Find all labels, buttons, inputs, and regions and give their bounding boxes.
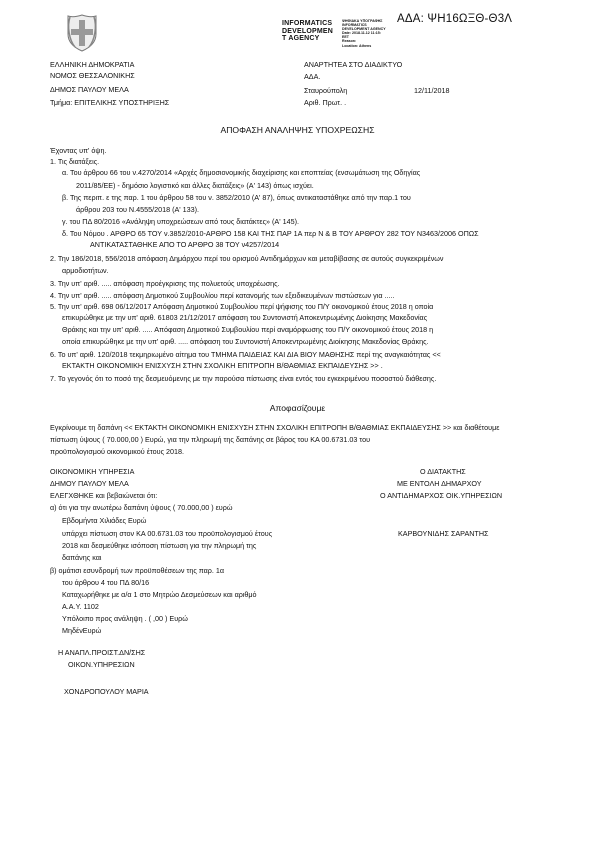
signature-detail: Date: 2018.11.12 11:15: — [342, 31, 381, 36]
digital-signature-details — [342, 19, 386, 48]
remaining-in-words: ΜηδένΕυρώ — [62, 626, 102, 635]
verification-line: Καταχωρήθηκε με α/α 1 στο Μητρώο Δεσμεύσεων και αριθμό — [62, 590, 257, 599]
consideration-2: 2. Την 186/2018, 556/2018 απόφαση Δημάρχου περί του ορισμού Αντιδημάρχων και μεταβίβασης σε αυτούς συγκεκριμένων — [50, 254, 444, 263]
decision-para-line: Εγκρίνουμε τη δαπάνη << ΕΚΤΑΚΤΗ ΟΙΚΟΝΟΜΙΚΗ ΕΝΙΣΧΥΣΗ ΣΤΗΝ ΣΧΟΛΙΚΗ ΕΠΙΤΡΟΠΗ Β/ΘΑΘΜΙΑΣ ΕΚΠΑΙΔΕΥΣΗΣ >> και διαθέτουμε — [50, 423, 500, 432]
consideration-1b-cont: άρθρου 203 του Ν.4555/2018 (Α' 133). — [76, 205, 200, 214]
consideration-1a-cont: 2011/85/ΕΕ) - δημόσιο λογιστικό και άλλες διατάξεις» (Α' 143) όπως ισχύει. — [76, 181, 314, 190]
agency-signature-stamp — [282, 20, 333, 43]
verification-line: του άρθρου 4 του ΠΔ 80/16 — [62, 578, 150, 587]
consideration-5: 5. Την υπ' αριθ. 698 06/12/2017 Απόφαση Δημοτικού Συμβουλίου περί ψήφισης του Π/Υ οικονομικού έτους 2018 η οποία — [50, 302, 434, 311]
post-online-label: ΑΝΑΡΤΗΤΕΑ ΣΤΟ ΔΙΑΔΙΚΤΥΟ — [304, 60, 403, 69]
signature-detail: INFORMATICS — [342, 23, 367, 28]
consideration-7: 7. Το γεγονός ότι το ποσό της δεσμευόμενης με την παρούσα πίστωσης είναι εντός του εγκεκριμένου ποσοστού διάθεσης. — [50, 374, 437, 383]
consideration-5-cont: Θράκης και την υπ' αριθ. ..... Απόφαση Δημοτικού Συμβουλίου περί αναμόρφωσης του Π/Υ οικονομικού έτους 2018 η — [62, 325, 434, 334]
signature-detail: Reason: — [342, 39, 357, 44]
consideration-1d: δ. Του Νόμου . ΑΡΘΡΟ 65 ΤΟΥ ν.3852/2010-ΑΡΘΡΟ 158 ΚΑΙ ΤΗΣ ΠΑΡ 1Α περ Ν & Β ΤΟΥ ΑΡΘΡΟΥ 282 ΤΟΥ Ν3463/2006 ΟΠΩΣ — [62, 229, 479, 238]
consideration-1b: β. Της περιπ. ε της παρ. 1 του άρθρου 58 του ν. 3852/2010 (Α' 87), όπως αντικαταστάθηκε από την παρ.1 του — [62, 193, 411, 202]
consideration-1a: α. Του άρθρου 66 του ν.4270/2014 «Αρχές δημοσιονομικής διαχείρισης και εποπτείας (ενσωμάτωση της Οδηγίας — [62, 168, 421, 177]
agency-name-line: DEVELOPMEN — [282, 27, 334, 35]
header-country: ΕΛΛΗΝΙΚΗ ΔΗΜΟΚΡΑΤΙΑ — [50, 60, 135, 69]
verification-a: α) ότι για την ανωτέρω δαπάνη ύψους ( 70.000,00 ) ευρώ — [50, 503, 233, 512]
signature-detail: ΨΗΦΙΑΚΑ ΥΠΟΓΡΑΦΗΣ — [342, 19, 383, 23]
consideration-2-cont: αρμοδιοτήτων. — [62, 266, 109, 275]
agency-name-line: INFORMATICS — [282, 20, 333, 27]
ada-label: ΑΔΑ. — [304, 72, 321, 81]
consideration-1c: γ. του ΠΔ 80/2016 «Ανάληψη υποχρεώσεων από τους διατάκτες» (Α' 145). — [62, 217, 299, 226]
consideration-6-cont: ΕΚΤΑΚΤΗ ΟΙΚΟΝΟΜΙΚΗ ΕΝΙΣΧΥΣΗ ΣΤΗΝ ΣΧΟΛΙΚΗ ΕΠΙΤΡΟΠΗ Β/ΘΑΘΜΙΑΣ ΕΚΠΑΙΔΕΥΣΗΣ >> . — [62, 361, 383, 370]
remaining-balance: Υπόλοιπο προς ανάληψη . ( ,00 ) Ευρώ — [62, 614, 188, 623]
consideration-5-cont: επικυρώθηκε με την υπ' αριθ. 61803 21/12/2017 απόφαση του Συντονιστή Αποκεντρωμένης Διοίκησης Μακεδονίας — [62, 313, 428, 322]
greek-emblem-logo — [66, 14, 98, 52]
header-department: Τμήμα: ΕΠΙΤΕΛΙΚΗΣ ΥΠΟΣΤΗΡΙΞΗΣ — [50, 98, 170, 107]
consideration-1: 1. Τις διατάξεις. — [50, 157, 100, 166]
deputy-head-name: ΧΟΝΔΡΟΠΟΥΛΟΥ ΜΑΡΙΑ — [64, 687, 149, 696]
deputy-head-service: ΟΙΚΟΝ.ΥΠΗΡΕΣΙΩΝ — [68, 660, 135, 669]
verification-b: β) ομάτισι εσυνδρομή των προϋποθέσεων της παρ. 1α — [50, 566, 225, 575]
verification-line: 2018 και δεσμεύθηκε ισόποση πίστωση για την πληρωμή της — [62, 541, 257, 550]
signature-detail: EET — [342, 35, 349, 40]
intro-line: Έχοντας υπ' όψη. — [50, 146, 107, 155]
finance-municipality-label: ΔΗΜΟΥ ΠΑΥΛΟΥ ΜΕΛΑ — [50, 479, 129, 488]
signature-detail: DEVELOPMENT AGENCY — [342, 27, 386, 32]
decision-para-line: προϋπολογισμού οικονομικού έτους 2018. — [50, 447, 185, 456]
verification-line: δαπάνης και — [62, 553, 102, 562]
ada-code: ΑΔΑ: ΨΗ16ΩΞΘ-Θ3Λ — [397, 13, 513, 25]
document-title: ΑΠΟΦΑΣΗ ΑΝΑΛΗΨΗΣ ΥΠΟΧΡΕΩΣΗΣ — [220, 125, 375, 135]
consideration-4: 4. Την υπ' αριθ. ..... απόφαση Δημοτικού Συμβουλίου περί κατανομής των εξειδικευμένων πιστώσεων για ..... — [50, 291, 395, 300]
consideration-1d-cont: ΑΝΤΙΚΑΤΑΣΤΑΘΗΚΕ ΑΠΟ ΤΟ ΑΡΘΡΟ 38 ΤΟΥ ν4257/2014 — [90, 240, 280, 249]
deputy-mayor-name: ΚΑΡΒΟΥΝΙΔΗΣ ΣΑΡΑΝΤΗΣ — [398, 529, 489, 538]
amount-in-words: Εβδομήντα Χιλιάδες Ευρώ — [62, 516, 147, 525]
consideration-5-cont: οποία επικυρώθηκε με την υπ' αριθ. ..... απόφαση του Συντονιστή Αποκεντρωμένης Διοίκησης Μακεδονίας Θράκης. — [62, 337, 429, 346]
decision-para-line: πίστωση ύψους ( 70.000,00 ) Ευρώ, για την πληρωμή της δαπάνης σε βάρος του ΚΑ 00.6731.03 του — [50, 435, 371, 444]
protocol-number: Αριθ. Πρωτ. . — [304, 98, 347, 107]
deputy-head-title: Η ΑΝΑΠΛ.ΠΡΟΙΣΤ.ΔΝ/ΣΗΣ — [58, 648, 146, 657]
verification-line: υπάρχει πίστωση στον ΚΑ 00.6731.03 του προϋπολογισμού έτους — [62, 529, 273, 538]
agency-name-line: T AGENCY — [282, 35, 320, 43]
on-behalf-of-mayor: ΜΕ ΕΝΤΟΛΗ ΔΗΜΑΡΧΟΥ — [397, 479, 482, 488]
finance-service-label: ΟΙΚΟΝΟΜΙΚΗ ΥΠΗΡΕΣΙΑ — [50, 467, 135, 476]
consideration-3: 3. Την υπ' αριθ. ..... απόφαση προέγκρισης της πολυετούς υποχρέωσης. — [50, 279, 280, 288]
aay-number: Α.Α.Υ. 1102 — [62, 602, 99, 611]
deputy-mayor-title: Ο ΑΝΤΙΔΗΜΑΡΧΟΣ ΟΙΚ.ΥΠΗΡΕΣΙΩΝ — [380, 491, 503, 500]
place-label: Σταυρούπολη — [304, 86, 348, 95]
authorizing-officer-title: Ο ΔΙΑΤΑΚΤΗΣ — [420, 467, 466, 476]
signature-detail: Location: Athens — [342, 43, 372, 48]
document-date: 12/11/2018 — [414, 86, 450, 95]
header-prefecture: ΝΟΜΟΣ ΘΕΣΣΑΛΟΝΙΚΗΣ — [50, 71, 135, 80]
decision-heading: Αποφασίζουμε — [269, 403, 326, 413]
verified-label: ΕΛΕΓΧΘΗΚΕ και βεβαιώνεται ότι: — [50, 491, 158, 500]
header-municipality: ΔΗΜΟΣ ΠΑΥΛΟΥ ΜΕΛΑ — [50, 85, 129, 94]
consideration-6: 6. Το υπ' αριθ. 120/2018 τεκμηριωμένο αίτημα του ΤΜΗΜΑ ΠΑΙΔΕΙΑΣ ΚΑΙ ΔΙΑ ΒΙΟΥ ΜΑΘΗΣΗΣ περί της αναγκαιότητας << — [50, 350, 441, 359]
